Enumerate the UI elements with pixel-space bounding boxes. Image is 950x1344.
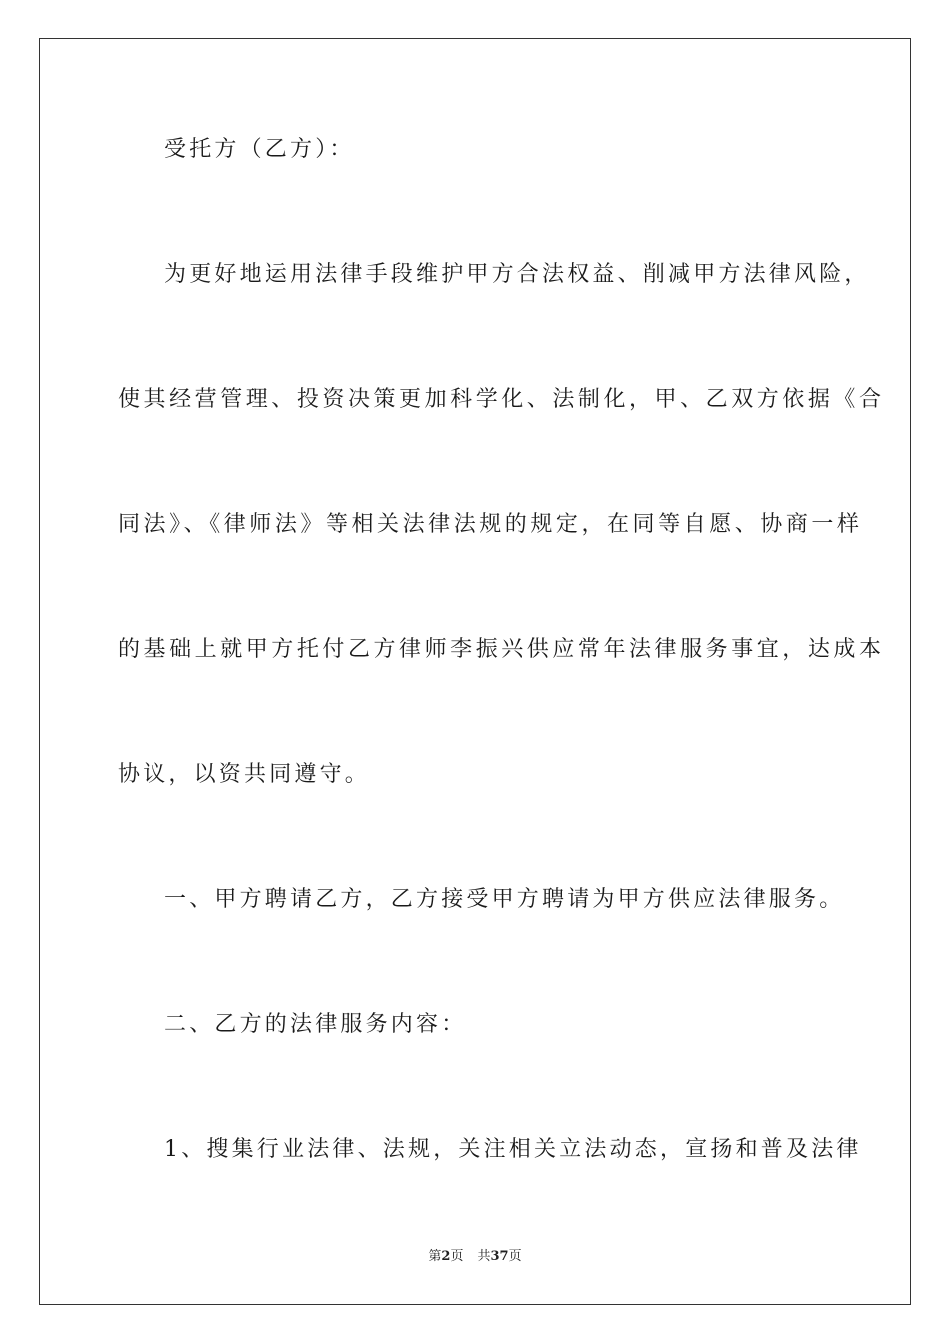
body-line: 的基础上就甲方托付乙方律师李振兴供应常年法律服务事宜，达成本: [118, 637, 885, 662]
total-pages: 37: [490, 1249, 509, 1264]
body-line: 使其经营管理、投资决策更加科学化、法制化，甲、乙双方依据《合: [118, 387, 885, 412]
page-prefix: 第: [428, 1249, 442, 1264]
page-suffix: 页: [450, 1249, 464, 1264]
body-line: 协议，以资共同遵守。: [118, 762, 371, 787]
clause-two-item-1: 1、搜集行业法律、法规，关注相关立法动态，宣扬和普及法律: [164, 1137, 862, 1162]
page-footer: [0, 1248, 950, 1266]
party-b-line: 受托方（乙方）：: [164, 137, 355, 162]
page-border: [39, 38, 911, 1305]
body-line: 为更好地运用法律手段维护甲方合法权益、削减甲方法律风险，: [164, 262, 870, 287]
total-prefix: 共: [477, 1249, 491, 1264]
page-number: 2: [441, 1249, 451, 1264]
total-suffix: 页: [508, 1249, 522, 1264]
clause-one: 一、甲方聘请乙方，乙方接受甲方聘请为甲方供应法律服务。: [164, 887, 845, 912]
clause-two-heading: 二、乙方的法律服务内容：: [164, 1012, 467, 1037]
body-line: 同法》、《律师法》等相关法律法规的规定，在同等自愿、协商一样: [118, 512, 863, 537]
